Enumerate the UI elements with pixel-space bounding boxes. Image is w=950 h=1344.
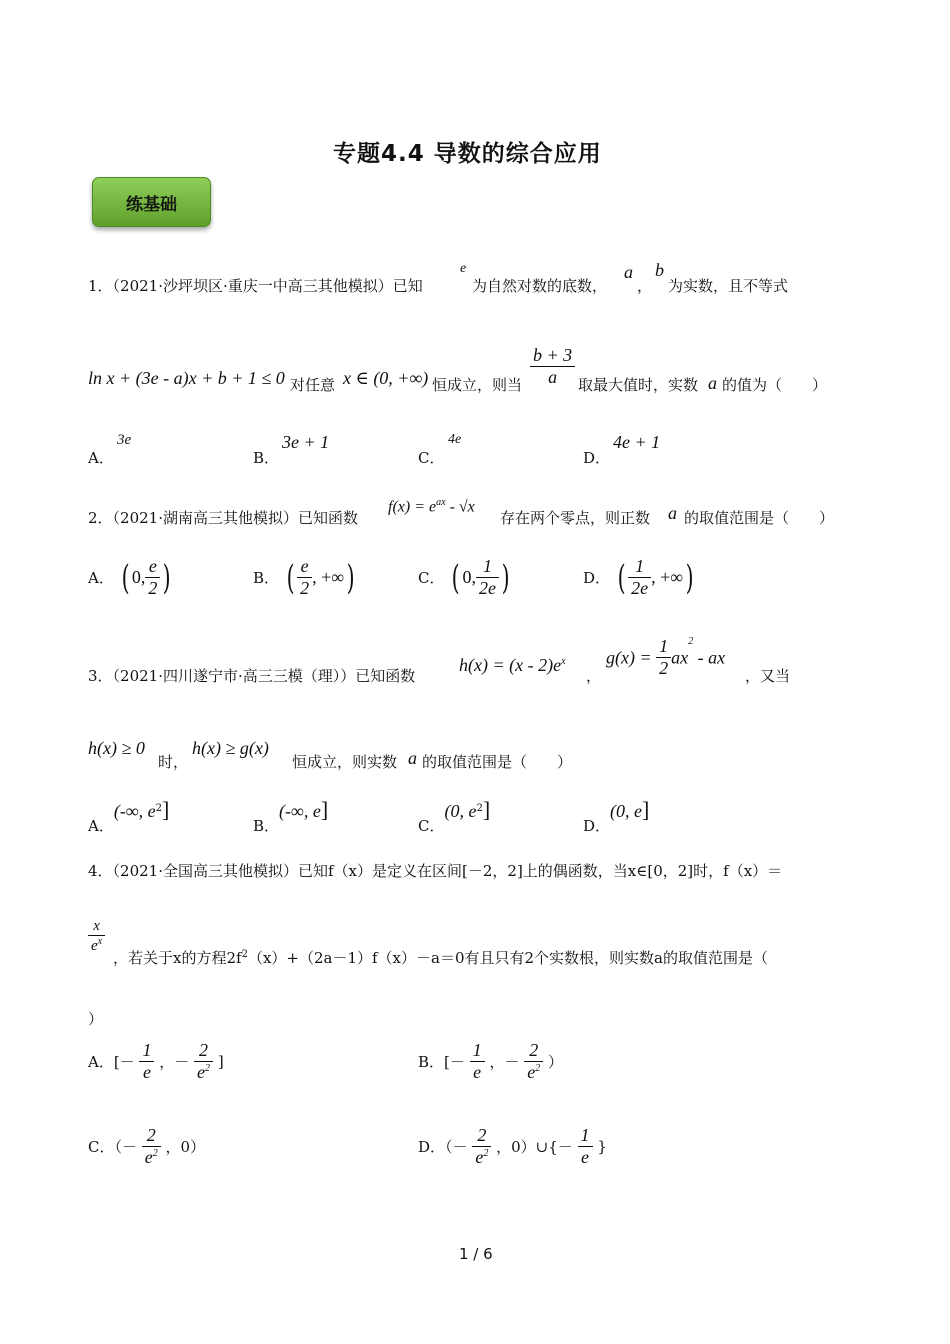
q3-option-d: D．(0, e] <box>583 797 650 835</box>
page-number: 1 / 6 <box>459 1245 493 1263</box>
q3-option-a: A．(-∞, $e^2$] <box>88 797 170 835</box>
question-3-line-1: 3．（2021·四川遂宁市·高三三模（理））已知函数 <box>88 667 416 685</box>
section-badge-label: 练基础 <box>126 195 177 215</box>
condition-h: h(x) ≥ 0 <box>88 738 145 758</box>
q2-option-b: B． ( $\frac{e}{2}$ , +∞) <box>253 556 355 598</box>
fraction: $\frac{b + 3}{a}$ <box>530 345 575 388</box>
question-number: 4． <box>88 862 113 880</box>
q3-option-c: C．(0, $e^2$] <box>418 797 491 835</box>
question-number: 2． <box>88 509 113 527</box>
question-4-line-1: 4．（2021·全国高三其他模拟）已知f（x）是定义在区间[－2，2]上的偶函数，当x∈[0，2]时，f（x）＝ <box>88 862 783 880</box>
question-2-line-1: 2．（2021·湖南高三其他模拟）已知函数 <box>88 509 358 527</box>
condition-h-ge-g: h(x) ≥ g(x) <box>192 738 269 758</box>
question-number: 1． <box>88 277 113 295</box>
function-f: $f(x) = e^{ax} - √x$ <box>388 497 475 516</box>
question-4-line-2: ，若关于x的方程$2f^2(x)+(2a-1)f(x)-a=0$有且只有2个实数根，则实数a的取值范围是（ <box>113 949 768 967</box>
page-title: 专题4.4 导数的综合应用 <box>333 141 602 167</box>
section-badge <box>92 177 211 227</box>
function-h: $h(x) = (x - 2)e^x$ <box>459 655 566 675</box>
domain: x ∈ (0, +∞) <box>343 368 429 388</box>
q4-option-d: D．（－ $\frac{2}{e^2}$ ，0）∪{－ $\frac{1}{e}$ } <box>418 1125 607 1167</box>
q4-option-c: C．（－ $\frac{2}{e^2}$ ，0） <box>88 1125 206 1167</box>
question-1-line-1: 1．（2021·沙坪坝区·重庆一中高三其他模拟）已知 <box>88 277 423 295</box>
q4-option-a: A．[－ $\frac{1}{e}$ ，－ $\frac{2}{e^2}$ ] <box>88 1040 224 1082</box>
question-number: 3． <box>88 667 113 685</box>
q2-option-a: A． ( 0, $\frac{e}{2}$ ) <box>88 556 172 598</box>
q4-fraction: $\frac{x}{e^x}$ <box>88 918 105 955</box>
q2-option-c: C． ( 0, $\frac{1}{2e}$ ) <box>418 556 510 598</box>
q3-option-b: B．(-∞, e] <box>253 797 329 835</box>
function-g: g(x) = $\frac{1}{2}$ $ax^2$ - ax <box>606 636 726 679</box>
inequality: ln x + (3e - a)x + b + 1 ≤ 0 <box>88 368 285 388</box>
q2-option-d: D． ( $\frac{1}{2e}$ , +∞) <box>583 556 694 598</box>
q4-option-b: B．[－ $\frac{1}{e}$ ，－ $\frac{2}{e^2}$ ） <box>418 1040 564 1082</box>
